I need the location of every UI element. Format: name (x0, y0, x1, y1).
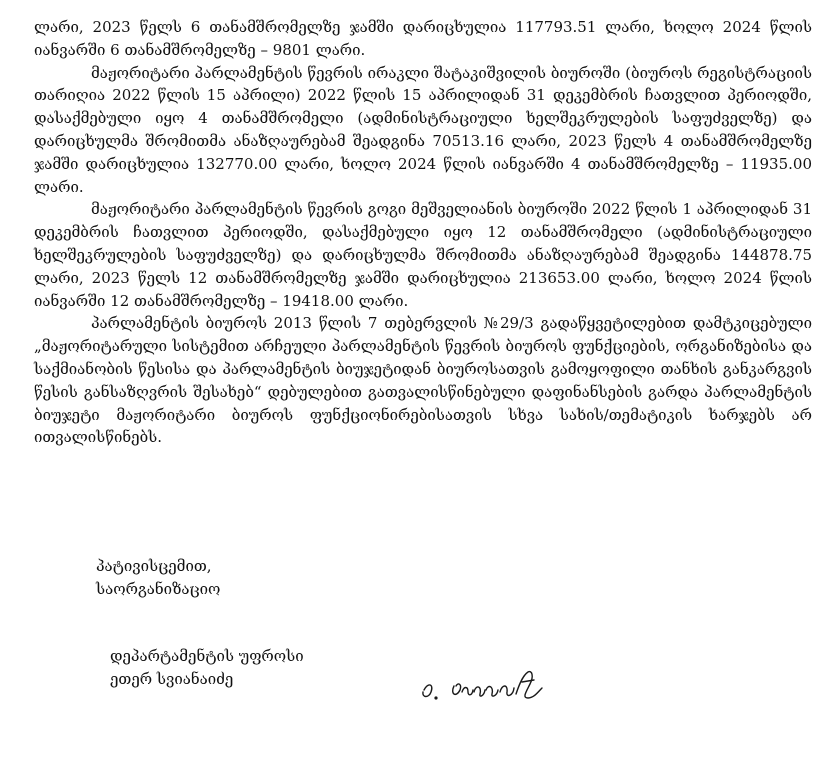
letter-body (34, 16, 812, 449)
handwritten-signature (418, 668, 550, 708)
paragraph-continuation: ლარი, 2023 წელს 6 თანამშრომელზე ჯამში დარიცხულია 117793.51 ლარი, ხოლო 2024 წლის იანვარში 6 თანამშრომელზე – 9801 ლარი. (34, 18, 812, 59)
paragraph-meshvelian-bureau: მაჟორიტარი პარლამენტის წევრის გოგი მეშველიანის ბიუროში 2022 წლის 1 აპრილიდან 31 დეკემბრის ჩათვლით პერიოდში, დასაქმებული იყო 12 თანამშრომელი (ადმინისტრაციული ხელშეკრულების საფუძველზე) და დარიცხულმა შრომითმა ანაზღაურებამ შეადგინა 144878.75 ლარი, 2023 წელს 12 თანამშრომელზე ჯამში დარიცხულია 213653.00 ლარი, ხოლო 2024 წლის იანვარში 12 თანამშრომელზე – 19418.00 ლარი. (34, 200, 812, 310)
closing-salutation: პატივისცემით, (96, 557, 212, 575)
signer-block (110, 645, 304, 691)
signer-name: ეთერ სვიანაიძე (110, 670, 234, 688)
closing-department: საორგანიზაციო (96, 580, 221, 598)
paragraph-bureau-regulation: პარლამენტის ბიუროს 2013 წლის 7 თებერვლის №29/3 გადაწყვეტილებით დამტკიცებული „მაჟორიტარული სისტემით არჩეული პარლამენტის წევრის ბიუროს ფუნქციების, ორგანიზებისა და საქმიანობის წესისა და პარლამენტის ბიუჯეტიდან ბიუროსათვის გამოყოფილი თანხის განკარგვის წესის განსაზღვრის შესახებ“ დებულებით გათვალისწინებული დაფინანსების გარდა პარლამენტის ბიუჯეტი მაჟორიტარი ბიუროს ფუნქციონირებისათვის სხვა სახის/თემატიკის ხარჯებს არ ითვალისწინებს. (34, 314, 812, 447)
closing-block (96, 555, 220, 601)
signer-title: დეპარტამენტის უფროსი (110, 647, 304, 665)
paragraph-shatakishvili-bureau: მაჟორიტარი პარლამენტის წევრის ირაკლი შატაკიშვილის ბიუროში (ბიუროს რეგისტრაციის თარიღია 2022 წლის 15 აპრილი) 2022 წლის 15 აპრილიდან 31 დეკემბრის ჩათვლით პერიოდში, დასაქმებული იყო 4 თანამშრომელი (ადმინისტრაციული ხელშეკრულების საფუძველზე) და დარიცხულმა შრომითმა ანაზღაურებამ შეადგინა 70513.16 ლარი, 2023 წელს 4 თანამშრომელზე ჯამში დარიცხულია 132770.00 ლარი, ხოლო 2024 წლის იანვარში 4 თანამშრომელზე – 11935.00 ლარი. (34, 63, 812, 196)
